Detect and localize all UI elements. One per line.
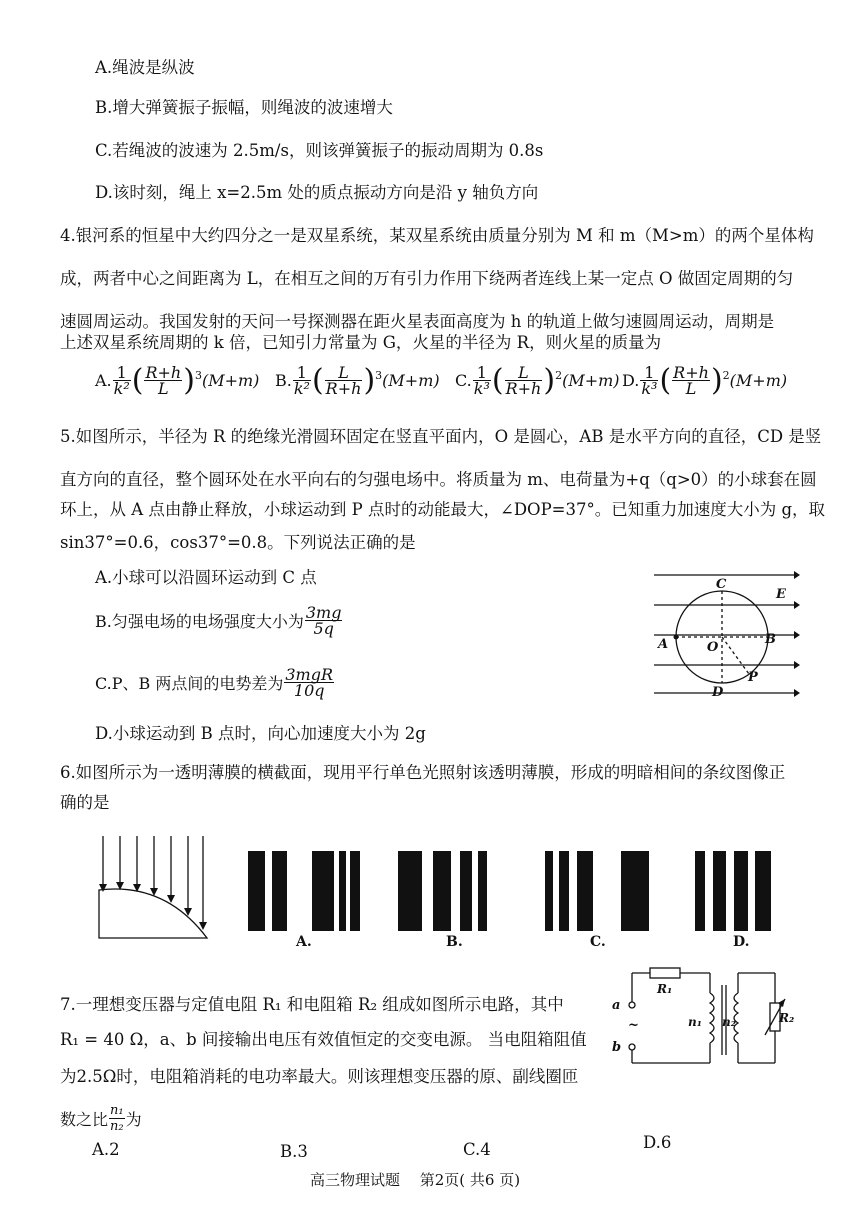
q6-pattern-a: [248, 851, 360, 931]
q7-label-a: a: [612, 998, 621, 1013]
q4-line-3: 速圆周运动。我国发射的天问一号探测器在距火星表面高度为 h 的轨道上做匀速圆周运动，周期是: [60, 312, 775, 331]
q4-line-2: 成，两者中心之间距离为 L，在相互之间的万有引力作用下绕两者连线上某一定点 O 做固定周期的匀: [60, 269, 794, 288]
q4-option-a: A. $\frac{1}{\text{k²}}$ ( $\frac{R+h}{L}$ ) $^3$ (M+m): [95, 362, 260, 398]
page-footer: 高三物理试题 第2页( 共6 页): [310, 1171, 521, 1189]
q7-option-a: A.2: [92, 1140, 120, 1159]
q7-label-b: b: [612, 1040, 622, 1055]
q4-option-c: C. $\frac{1}{\text{k³}}$ ( $\frac{L}{R+h}$ ) $^2$ (M+m): [455, 362, 620, 398]
q5-label-c: C: [716, 577, 727, 592]
q6-pattern-b: [398, 851, 492, 931]
q7-label-r2: R₂: [779, 1011, 795, 1025]
q7-line-2: R₁ = 40 Ω，a、b 间接输出电压有效值恒定的交变电源。 当电阻箱阻值: [60, 1030, 587, 1049]
q5-label-a: A: [658, 637, 669, 652]
q3-option-a: A.绳波是纵波: [95, 58, 195, 77]
q7-label-r1: R₁: [657, 982, 673, 996]
q5-line-2: 直方向的直径，整个圆环处在水平向右的匀强电场中。将质量为 m、电荷量为+q（q>0）的小球套在圆: [60, 470, 817, 489]
q5-label-e: E: [776, 587, 786, 602]
q7-line-4: 数之比 $\frac{\text{n₁}}{\text{n₂}}$ 为: [60, 1103, 142, 1134]
q7-ac-source-symbol: ~: [628, 1018, 639, 1033]
q5-line-1: 5.如图所示，半径为 R 的绝缘光滑圆环固定在竖直平面内，O 是圆心，AB 是水平方向的直径，CD 是竖: [60, 427, 822, 446]
q6-pattern-d: [695, 851, 773, 931]
q6-line-1: 6.如图所示为一透明薄膜的横截面，现用平行单色光照射该透明薄膜，形成的明暗相间的条纹图像正: [60, 763, 786, 782]
q6-label-c: C.: [590, 934, 606, 950]
q5-option-c: C.P、B 两点间的电势差为 $\frac{\text{3mgR}}{10q}$: [95, 665, 334, 700]
q5-line-4: sin37°=0.6，cos37°=0.8。下列说法正确的是: [60, 533, 416, 552]
q6-label-a: A.: [296, 934, 312, 950]
q7-line-1: 7.一理想变压器与定值电阻 R₁ 和电阻箱 R₂ 组成如图所示电路，其中: [60, 995, 564, 1014]
q7-line-3: 为2.5Ω时，电阻箱消耗的电功率最大。则该理想变压器的原、副线圈匝: [60, 1067, 579, 1086]
q6-pattern-c: [545, 851, 653, 931]
q7-label-n1: n₁: [688, 1015, 702, 1029]
q6-label-d: D.: [733, 934, 750, 950]
q5-option-a: A.小球可以沿圆环运动到 C 点: [95, 568, 317, 587]
q5-option-b: B.匀强电场的电场强度大小为 $\frac{3mg}{5q}$: [95, 603, 342, 638]
q7-option-b: B.3: [280, 1142, 308, 1161]
q5-line-3: 环上，从 A 点由静止释放，小球运动到 P 点时的动能最大，∠DOP=37°。已知重力加速度大小为 g，取: [60, 500, 826, 519]
q5-label-d: D: [712, 685, 724, 700]
q6-label-b: B.: [446, 934, 463, 950]
q6-film-figure: [95, 832, 213, 944]
q5-option-d: D.小球运动到 B 点时，向心加速度大小为 2g: [95, 724, 426, 743]
q6-line-2: 确的是: [60, 793, 110, 812]
q4-line-4: 上述双星系统周期的 k 倍，已知引力常量为 G，火星的半径为 R，则火星的质量为: [60, 333, 662, 352]
q7-option-c: C.4: [463, 1140, 491, 1159]
q7-option-d: D.6: [643, 1133, 672, 1152]
q5-label-b: B: [765, 632, 776, 647]
q4-line-1: 4.银河系的恒星中大约四分之一是双星系统，某双星系统由质量分别为 M 和 m（M>m）的两个星体构: [60, 226, 814, 245]
q3-option-d: D.该时刻，绳上 x=2.5m 处的质点振动方向是沿 y 轴负方向: [95, 183, 539, 202]
q5-label-p: P: [748, 670, 758, 685]
q5-label-o: O: [707, 640, 719, 655]
q4-option-d: D. $\frac{1}{\text{k³}}$ ( $\frac{R+h}{L}$ ) $^2$ (M+m): [622, 362, 788, 398]
q3-option-b: B.增大弹簧振子振幅，则绳波的波速增大: [95, 98, 393, 117]
q4-option-b: B. $\frac{1}{\text{k²}}$ ( $\frac{L}{R+h}$ ) $^3$ (M+m): [275, 362, 440, 398]
q7-label-n2: n₂: [722, 1015, 736, 1029]
q3-option-c: C.若绳波的波速为 2.5m/s，则该弹簧振子的振动周期为 0.8s: [95, 141, 544, 160]
